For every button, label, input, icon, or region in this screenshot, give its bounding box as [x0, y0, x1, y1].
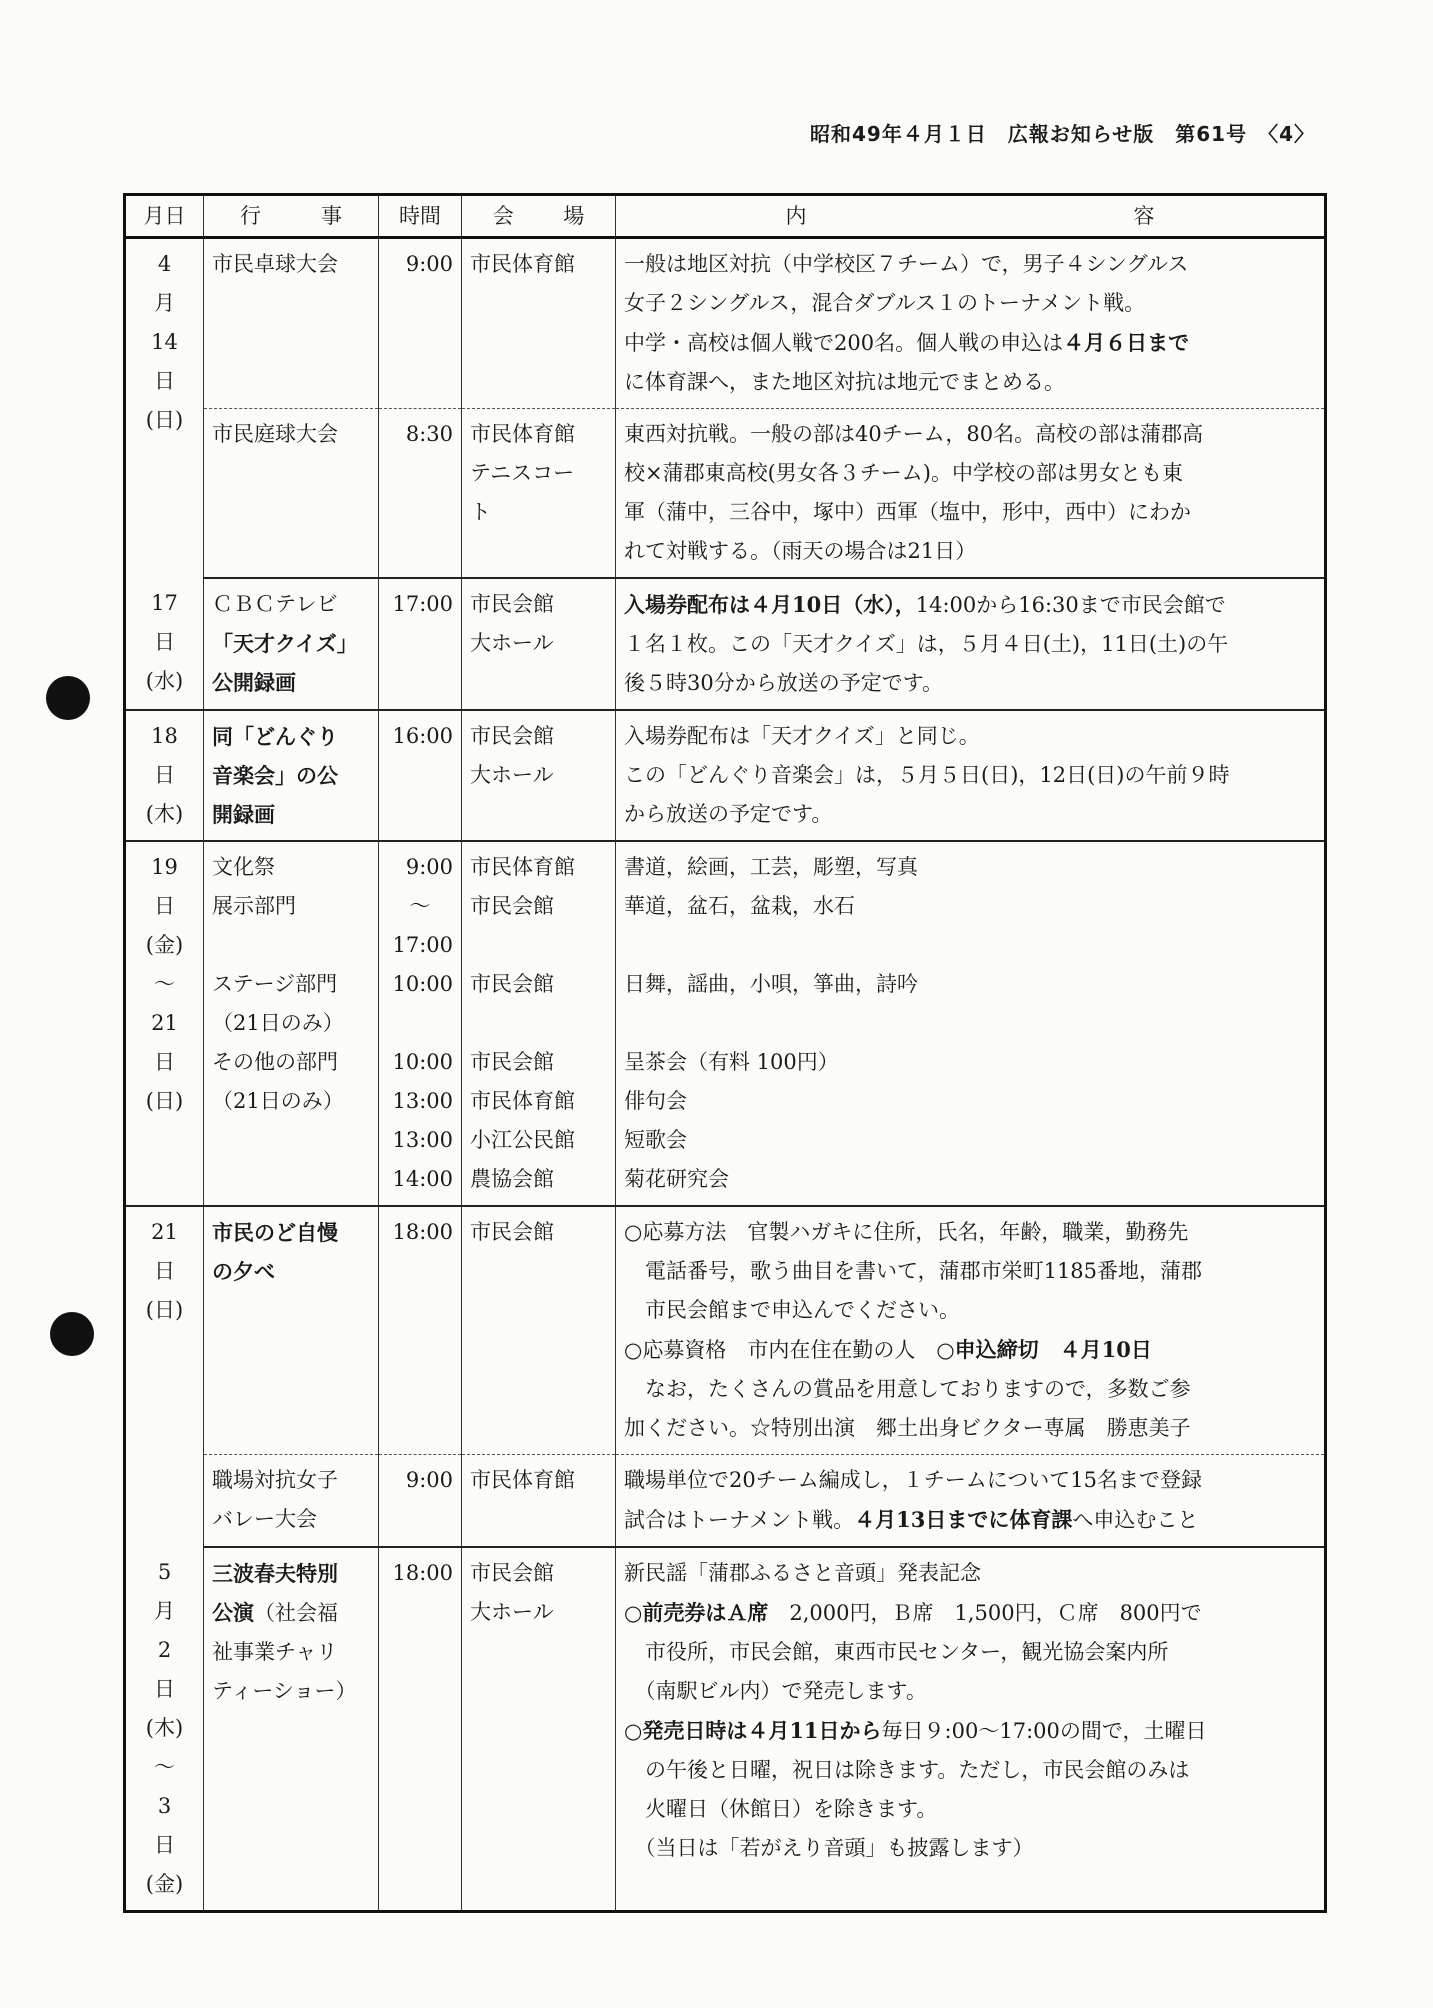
date-cell: 4 月 14 日 (日) — [125, 238, 204, 579]
venue-cell: 市民体育館 — [462, 1455, 616, 1548]
event-cell: 市民庭球大会 — [204, 409, 379, 579]
col-date-header: 月日 — [125, 195, 204, 238]
event-cell: 三波春夫特別 公演（社会福 祉事業チャリ ティーショー） — [204, 1547, 379, 1912]
venue-cell: 市民会館 大ホール — [462, 710, 616, 841]
time-cell: 9:00 — [379, 1455, 462, 1548]
table-row — [125, 1455, 1326, 1548]
date-cell: 18 日 (木) — [125, 710, 204, 841]
date-cell: 21 日 (日) — [125, 1206, 204, 1547]
event-cell: 市民卓球大会 — [204, 238, 379, 409]
time-cell: 18:00 — [379, 1206, 462, 1455]
event-cell: 同「どんぐり 音楽会」の公 開録画 — [204, 710, 379, 841]
punch-hole — [46, 676, 90, 720]
venue-cell: 市民体育館 — [462, 238, 616, 409]
table-row — [125, 238, 1326, 409]
table-row — [125, 1206, 1326, 1455]
time-cell: 9:00 〜 17:00 10:00 10:00 13:00 13:00 14:00 — [379, 841, 462, 1206]
venue-cell: 市民体育館 市民会館 市民会館 市民会館 市民体育館 小江公民館 農協会館 — [462, 841, 616, 1206]
content-cell: 書道，絵画，工芸，彫塑，写真 華道，盆石，盆栽，水石 日舞，謡曲，小唄，箏曲，詩吟 呈茶会（有料 100円） 俳句会 短歌会 菊花研究会 — [616, 841, 1326, 1206]
table-row — [125, 841, 1326, 1206]
date-cell: 5 月 2 日 (木) 〜 3 日 (金) — [125, 1547, 204, 1912]
time-cell: 9:00 — [379, 238, 462, 409]
content-cell: 東西対抗戦。一般の部は40チーム，80名。高校の部は蒲郡高 校×蒲郡東高校(男女各３チーム)。中学校の部は男女とも東 軍（蒲中，三谷中，塚中）西軍（塩中，形中，西中）にわか れて対戦する。（雨天の場合は21日） — [616, 409, 1326, 579]
content-cell: ○応募方法 官製ハガキに住所，氏名，年齢，職業，勤務先 電話番号，歌う曲目を書いて，蒲郡市栄町1185番地，蒲郡 市民会館まで申込んでください。 ○応募資格 市内在住在勤の人 ○申込締切 ４月10日 なお，たくさんの賞品を用意しておりますので，多数ご参 加ください。☆特別出演 郷土出身ビクター専属 勝恵美子 — [616, 1206, 1326, 1455]
col-event-header: 行 事 — [204, 195, 379, 238]
event-cell: 文化祭 展示部門 ステージ部門 （21日のみ） その他の部門 （21日のみ） — [204, 841, 379, 1206]
table-row — [125, 578, 1326, 710]
event-cell: 市民のど自慢 の夕べ — [204, 1206, 379, 1455]
event-cell: 職場対抗女子 バレー大会 — [204, 1455, 379, 1548]
content-cell: 一般は地区対抗（中学校区７チーム）で，男子４シングルス 女子２シングルス，混合ダブルス１のトーナメント戦。 中学・高校は個人戦で200名。個人戦の申込は４月６日まで に体育課へ，また地区対抗は地元でまとめる。 — [616, 238, 1326, 409]
content-cell: 入場券配布は４月10日（水），14:00から16:30まで市民会館で １名１枚。この「天才クイズ」は，５月４日(土)，11日(土)の午 後５時30分から放送の予定です。 — [616, 578, 1326, 710]
content-cell: 職場単位で20チーム編成し，１チームについて15名まで登録 試合はトーナメント戦。４月13日までに体育課へ申込むこと — [616, 1455, 1326, 1548]
table-row — [125, 1547, 1326, 1912]
table-row — [125, 409, 1326, 579]
event-schedule-table — [123, 193, 1327, 1913]
venue-cell: 市民体育館 テニスコー ト — [462, 409, 616, 579]
col-time-header: 時間 — [379, 195, 462, 238]
content-cell: 入場券配布は「天才クイズ」と同じ。 この「どんぐり音楽会」は，５月５日(日)，12日(日)の午前９時 から放送の予定です。 — [616, 710, 1326, 841]
content-cell: 新民謡「蒲郡ふるさと音頭」発表記念 ○前売券はＡ席 2,000円，Ｂ席 1,500円，Ｃ席 800円で 市役所，市民会館，東西市民センター，観光協会案内所 （南駅ビル内）で発売します。 ○発売日時は４月11日から毎日９:00〜17:00の間で，土曜日 の午後と日曜，祝日は除きます。ただし，市民会館のみは 火曜日（休館日）を除きます。 （当日は「若がえり音頭」も披露します） — [616, 1547, 1326, 1912]
table-row — [125, 710, 1326, 841]
event-cell: ＣＢＣテレビ 「天才クイズ」 公開録画 — [204, 578, 379, 710]
time-cell: 17:00 — [379, 578, 462, 710]
table-header-row — [125, 195, 1326, 238]
col-venue-header: 会 場 — [462, 195, 616, 238]
time-cell: 18:00 — [379, 1547, 462, 1912]
time-cell: 8:30 — [379, 409, 462, 579]
date-cell: 17 日 (水) — [125, 578, 204, 710]
venue-cell: 市民会館 大ホール — [462, 578, 616, 710]
venue-cell: 市民会館 — [462, 1206, 616, 1455]
col-content-header: 内 容 — [616, 195, 1326, 238]
time-cell: 16:00 — [379, 710, 462, 841]
page-header: 昭和49年４月１日 広報お知らせ版 第61号 〈4〉 — [810, 122, 1315, 146]
venue-cell: 市民会館 大ホール — [462, 1547, 616, 1912]
punch-hole — [50, 1312, 94, 1356]
date-cell: 19 日 (金) 〜 21 日 (日) — [125, 841, 204, 1206]
